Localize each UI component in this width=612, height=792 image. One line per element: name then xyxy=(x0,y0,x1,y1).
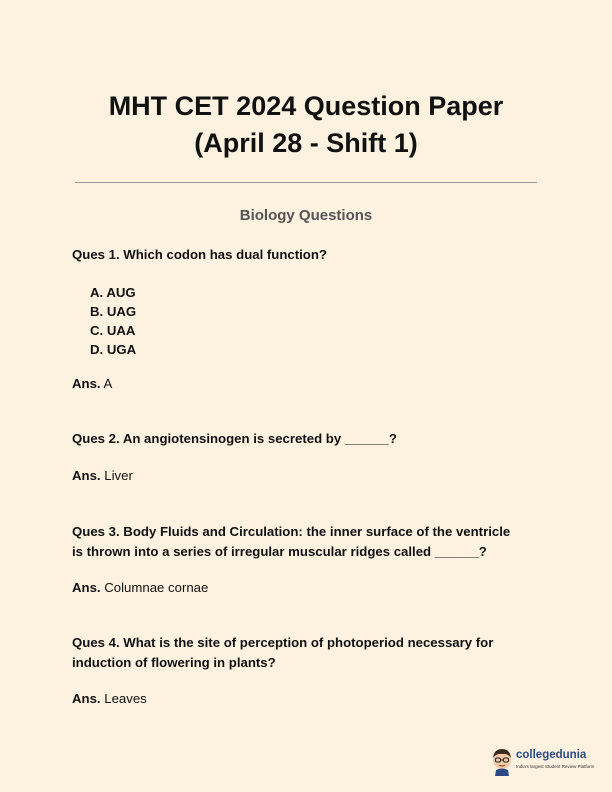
brand-tagline: India's largest Student Review Platform xyxy=(516,764,595,769)
question-1: Ques 1. Which codon has dual function? xyxy=(72,247,327,262)
section-heading: Biology Questions xyxy=(239,207,373,224)
option-a: A. AUG xyxy=(90,285,136,300)
page-title-line-2: (April 28 - Shift 1) xyxy=(194,128,418,158)
brand-name: collegedunia xyxy=(516,749,587,761)
question-3-line-1: Ques 3. Body Fluids and Circulation: the inner surface of the ventricle xyxy=(72,524,511,539)
question-4 xyxy=(72,633,552,673)
answer-label: Ans. xyxy=(72,376,101,391)
question-4-line-1: Ques 4. What is the site of perception of photoperiod necessary for xyxy=(72,635,494,650)
question-3-line-2: is thrown into a series of irregular muscular ridges called ______? xyxy=(72,544,487,559)
option-d: D. UGA xyxy=(90,342,137,357)
answer-label: Ans. xyxy=(72,468,101,483)
question-1-options xyxy=(90,283,136,359)
collegedunia-logo xyxy=(490,746,610,776)
option-c: C. UAA xyxy=(90,323,136,338)
answer-label: Ans. xyxy=(72,691,101,706)
page-title xyxy=(0,88,612,162)
answer-1 xyxy=(72,376,112,391)
answer-value: A xyxy=(103,376,113,391)
option-b: B. UAG xyxy=(90,304,137,319)
answer-value: Liver xyxy=(104,468,133,483)
question-3 xyxy=(72,522,552,562)
mascot-icon xyxy=(490,746,514,776)
question-2: Ques 2. An angiotensinogen is secreted by ______? xyxy=(72,431,397,446)
answer-value: Leaves xyxy=(104,691,147,706)
title-divider xyxy=(75,182,537,183)
answer-4 xyxy=(72,691,147,706)
answer-3 xyxy=(72,580,208,595)
question-4-line-2: induction of flowering in plants? xyxy=(72,655,276,670)
answer-2 xyxy=(72,468,133,483)
answer-label: Ans. xyxy=(72,580,101,595)
answer-value: Columnae cornae xyxy=(104,580,209,595)
page-title-line-1: MHT CET 2024 Question Paper xyxy=(108,91,504,121)
